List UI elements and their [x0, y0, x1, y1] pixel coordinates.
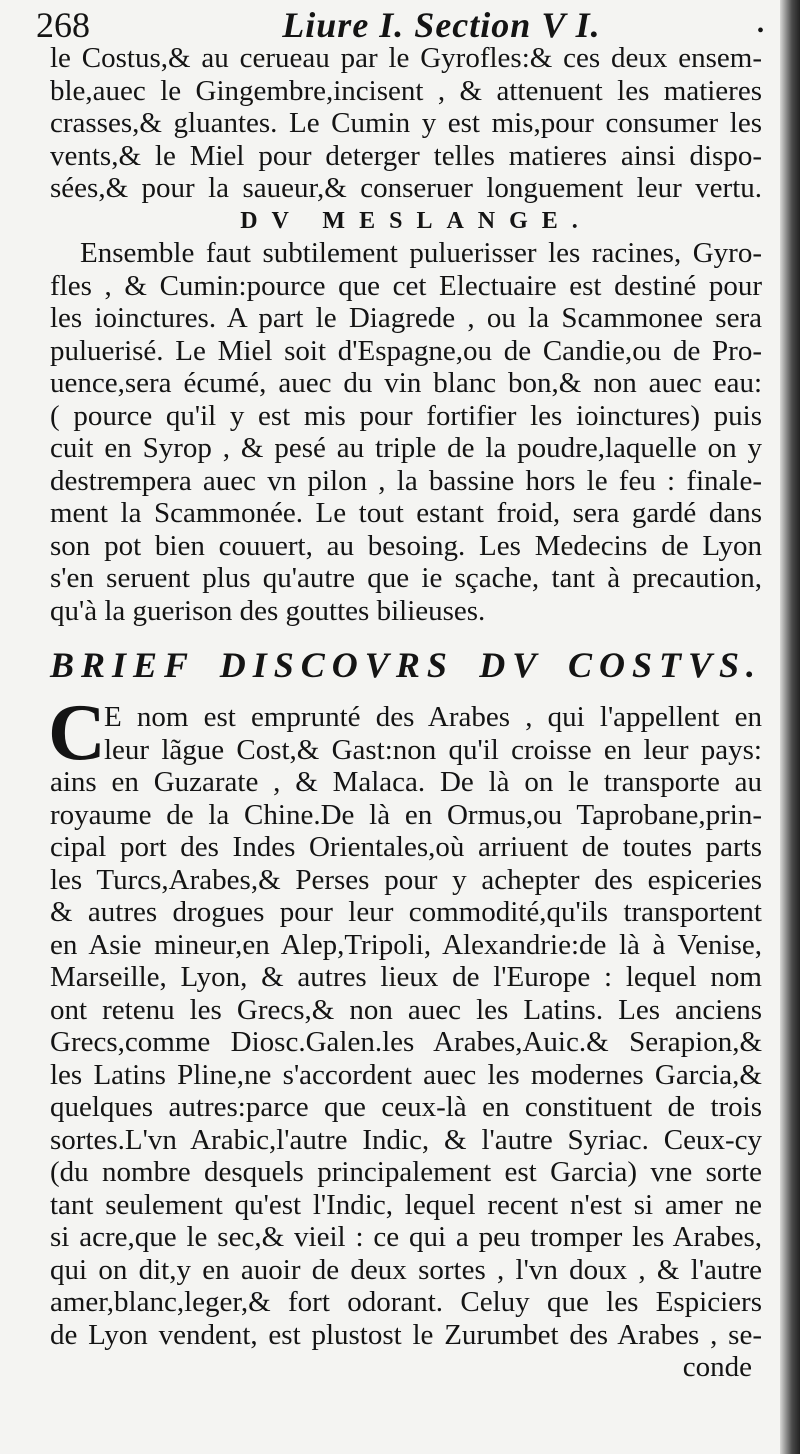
- text-line: puluerisé. Le Miel soit d'Espagne,ou de Candie,ou de Pro-: [50, 334, 762, 367]
- text-line: ( pource qu'il y est mis pour fortifier les ioinctures) puis: [50, 399, 762, 432]
- text-line: destrempera auec vn pilon , la bassine hors le feu : finale-: [50, 464, 762, 497]
- text-line: si acre,que le sec,& vieil : ce qui a peu tromper les Arabes,: [50, 1221, 762, 1253]
- text-line: fles , & Cumin:pource que cet Electuaire est destiné pour: [50, 269, 762, 302]
- text-line: tant seulement qu'est l'Indic, lequel recent n'est si amer ne: [50, 1188, 762, 1221]
- text-line: leur lãgue Cost,& Gast:non qu'il croisse en leur pays:: [104, 733, 762, 766]
- text-line: Grecs,comme Diosc.Galen.les Arabes,Auic.& Serapion,&: [50, 1026, 762, 1058]
- section-title: BRIEF DISCOVRS DV COSTVS.: [50, 645, 762, 685]
- text-line: les Latins Pline,ne s'accordent auec les modernes Garcia,&: [50, 1058, 762, 1091]
- text-line: ont retenu les Grecs,& non auec les Latins. Les anciens: [50, 993, 762, 1026]
- drop-cap-initial: C: [48, 689, 106, 777]
- text-line: les ioinctures. A part le Diagrede , ou la Scammonee sera: [50, 302, 762, 334]
- text-line: crasses,& gluantes. Le Cumin y est mis,pour consumer les: [50, 107, 762, 139]
- page-edge-shadow: [780, 0, 800, 1454]
- text-line: sées,& pour la saueur,& conseruer longuement leur vertu.: [50, 172, 762, 204]
- text-line: cipal port des Indes Orientales,où arriuent de toutes parts: [50, 831, 762, 863]
- text-line: le Costus,& au cerueau par le Gyrofles:& ces deux ensem-: [50, 42, 762, 74]
- text-line: & autres drogues pour leur commodité,qu'ils transportent: [50, 896, 762, 928]
- text-line: sortes.L'vn Arabic,l'autre Indic, & l'autre Syriac. Ceux-cy: [50, 1123, 762, 1156]
- text-line: qu'à la guerison des gouttes bilieuses.: [50, 594, 486, 627]
- header-mark: •: [756, 20, 764, 42]
- text-line: vents,& le Miel pour deterger telles matieres ainsi dispo-: [50, 139, 762, 172]
- text-line: quelques autres:parce que ceux-là en constituent de trois: [50, 1091, 762, 1123]
- text-line: son pot bien couuert, au besoing. Les Medecins de Lyon: [50, 529, 762, 562]
- catchword: conde: [682, 1351, 752, 1383]
- text-line: cuit en Syrop , & pesé au triple de la poudre,laquelle on y: [50, 432, 762, 464]
- text-line: (du nombre desquels principalement est Garcia) vne sorte: [50, 1156, 762, 1188]
- text-line: en Asie mineur,en Alep,Tripoli, Alexandrie:de là à Venise,: [50, 928, 762, 961]
- text-line: E nom est emprunté des Arabes , qui l'appellent en: [104, 701, 762, 733]
- text-line: de Lyon vendent, est plustost le Zurumbet des Arabes , se-: [50, 1318, 762, 1351]
- page-number: 268: [36, 5, 90, 45]
- paragraph-meslange: [50, 237, 762, 627]
- text-line: ble,auec le Gingembre,incisent , & attenuent les matieres: [50, 74, 762, 107]
- page-header: [36, 4, 764, 44]
- paragraph-costus: [48, 689, 762, 1384]
- text-line: royaume de la Chine.De là en Ormus,ou Taprobane,prin-: [50, 798, 762, 831]
- text-line: ains en Guzarate , & Malaca. De là on le transporte au: [50, 766, 762, 798]
- subheading-meslange: DV MESLANGE.: [240, 207, 592, 234]
- text-line: s'en seruent plus qu'autre que ie sçache, tant à precaution,: [50, 562, 762, 594]
- text-line: amer,blanc,leger,& fort odorant. Celuy que les Espiciers: [50, 1286, 762, 1318]
- text-line: qui on dit,y en auoir de deux sortes , l'vn doux , & l'autre: [50, 1253, 762, 1286]
- running-title: Liure I. Section V I.: [282, 5, 601, 45]
- text-line: ment la Scammonée. Le tout estant froid, sera gardé dans: [50, 497, 762, 529]
- text-line: Marseille, Lyon, & autres lieux de l'Europe : lequel nom: [50, 961, 762, 993]
- text-line: les Turcs,Arabes,& Perses pour y achepter des espiceries: [50, 863, 762, 896]
- paragraph-effects: [50, 42, 762, 205]
- text-line: uence,sera écumé, auec du vin blanc bon,& non auec eau:: [50, 367, 762, 399]
- text-line: Ensemble faut subtilement puluerisser les racines, Gyro-: [80, 237, 762, 269]
- page-body: [50, 42, 762, 1384]
